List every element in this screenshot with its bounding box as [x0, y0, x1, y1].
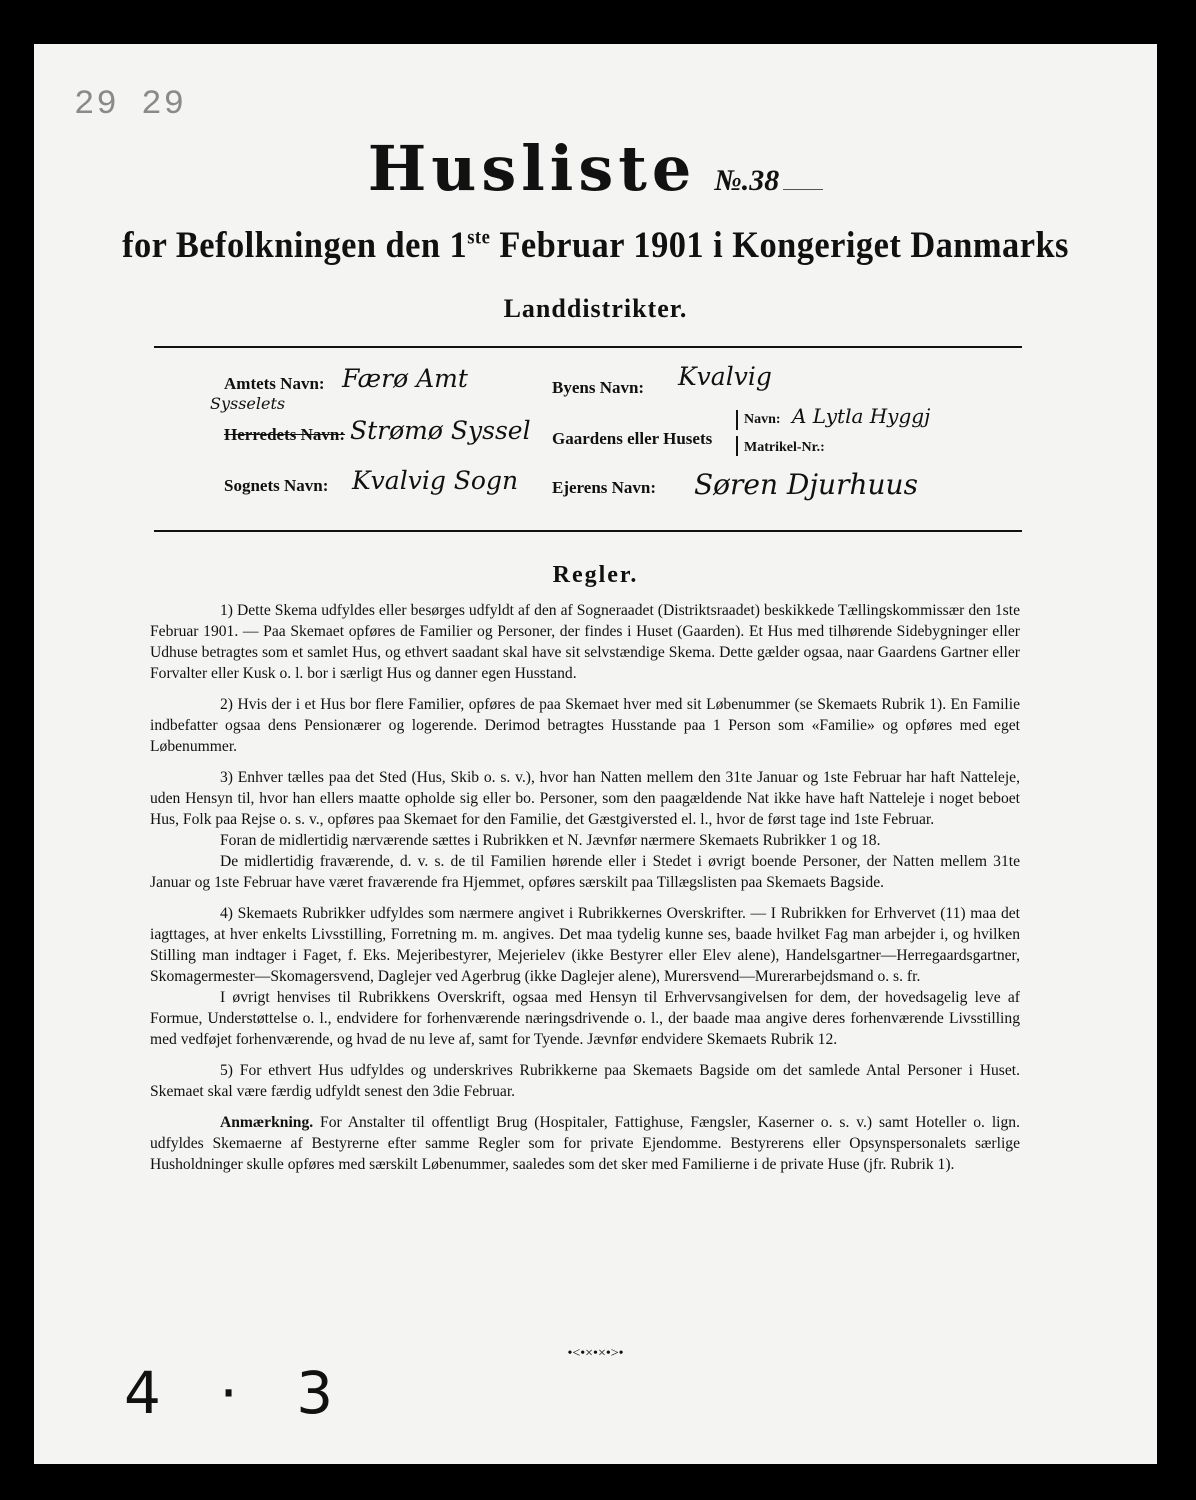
subtitle-post: Februar 1901 i Kongeriget Danmarks	[490, 225, 1069, 266]
handwritten-page-note: 4 · 3	[124, 1359, 354, 1427]
rule-note	[150, 1112, 1020, 1175]
gaard-label: Gaardens eller Husets	[552, 429, 713, 448]
ejer-value: Søren Djurhuus	[694, 468, 918, 501]
by-value: Kvalvig	[678, 362, 772, 391]
rule-2: 2) Hvis der i et Hus bor flere Familier, opføres de paa Skemaet hver med sit Løbenummer (se Skemaets Rubrik 1). En Familie indbefatter ogsaa dens Pensionærer og logerende. Derimod betragtes Husstande paa 1 Person som «Familie» og opføres med eget Løbenummer.	[150, 696, 1020, 755]
rule-3a: 3) Enhver tælles paa det Sted (Hus, Skib o. s. v.), hvor han Natten mellem den 31te Januar og 1ste Februar har haft Natteleje, uden Hensyn til, hvor han ellers maatte opholde sig eller bo. Personer, som den paagældende Nat ikke have haft Natteleje i noget beboet Hus, Folk paa Rejse o. s. v., opføres paa Skemaet for den Familie, det Gæstgiversted el. l., hvor de først tage ind 1ste Februar.	[150, 769, 1020, 828]
matrikel-label: Matrikel-Nr.:	[744, 440, 825, 455]
amt-label: Amtets Navn:	[224, 374, 325, 393]
note-text: For Anstalter til offentligt Brug (Hospitaler, Fattighuse, Fængsler, Kaserner o. s. v.) samt Hoteller o. lign. udfyldes Skemaerne af Bestyrerne efter samme Regler som for private Ejendomme. Bestyrerens eller Opsynspersonalets særlige Husholdninger skulle opføres med særskilt Løbenummer, saaledes som det sker med Familierne i de private Huse (jfr. Rubrik 1).	[150, 1114, 1020, 1173]
sogn-label: Sognets Navn:	[224, 476, 329, 495]
title-row	[34, 132, 1157, 205]
gaard-navn-value: A Lytla Hyggj	[792, 404, 931, 428]
note-label: Anmærkning.	[220, 1114, 314, 1131]
sogn-value: Kvalvig Sogn	[352, 466, 519, 495]
sysselets-note: Sysselets	[210, 394, 286, 413]
rule-5: 5) For ethvert Hus udfyldes og underskrives Rubrikkerne paa Skemaets Bagside om det samlede Antal Personer i Huset. Skemaet skal være færdig udfyldt senest den 3die Februar.	[150, 1062, 1020, 1100]
bottom-rule	[154, 530, 1022, 532]
top-rule	[154, 346, 1022, 348]
amt-value: Færø Amt	[342, 364, 468, 393]
rules-body	[150, 600, 1020, 1185]
by-label: Byens Navn:	[552, 378, 645, 397]
rule-3c: De midlertidig fraværende, d. v. s. de til Familien hørende eller i Stedet i øvrigt boende Personer, der Natten mellem 31te Januar og 1ste Februar have været fraværende fra Hjemmet, opføres særskilt paa Tillægslisten paa Skemaets Bagside.	[150, 853, 1020, 891]
form-title: Husliste	[367, 132, 697, 205]
herred-value: Strømø Syssel	[350, 416, 531, 445]
form-subtitle	[73, 224, 1117, 267]
subtitle-pre: for Befolkningen den 1	[122, 225, 468, 266]
gaard-bracket-top	[736, 410, 738, 430]
rule-4a: 4) Skemaets Rubrikker udfyldes som nærmere angivet i Rubrikkernes Overskrifter. — I Rubrikken for Erhvervet (11) maa det iagttages, at hver enkelts Livsstilling, Forretning m. m. angives. Det maa tydelig kunne ses, baade hvilket Fag man arbejder i, og hvilken Stilling man indtager i Faget, f. Eks. Mejeribestyrer, Mejerielev (ikke Bestyrer eller Elev alene), Handelsgartner—Herregaardsgartner, Skomagermester—Skomagersvend, Daglejer ved Agerbrug (ikke Daglejer alene), Murersvend—Murerarbejdsmand o. s. fr.	[150, 905, 1020, 985]
form-number: №.38	[714, 164, 780, 197]
census-form-page	[34, 44, 1157, 1464]
gaard-navn-label: Navn:	[744, 412, 781, 427]
herred-label: Herredets Navn:	[224, 425, 346, 444]
ejer-label: Ejerens Navn:	[552, 478, 657, 497]
gaard-bracket-bottom	[736, 436, 738, 456]
rule-4b: I øvrigt henvises til Rubrikkens Overskrift, ogsaa med Hensyn til Erhvervsangivelsen for dem, der hovedsagelig leve af Formue, Understøttelse o. l., endvidere for forhenværende næringsdrivende o. l., der baade maa angive deres forhenværende Livsstilling med vedføjet forhenværende, og hvad de nu leve af, samt for Tyende. Jævnfør endvidere Skemaets Rubrik 12.	[150, 989, 1020, 1048]
form-district: Landdistrikter.	[503, 294, 688, 323]
rules-heading: Regler.	[552, 562, 639, 588]
archive-number: 29 29	[74, 86, 187, 124]
rule-3b: Foran de midlertidig nærværende sættes i Rubrikken et N. Jævnfør nærmere Skemaets Rubrikker 1 og 18.	[220, 832, 881, 849]
number-line	[783, 189, 823, 190]
rule-1: 1) Dette Skema udfyldes eller besørges udfyldt af den af Sogneraadet (Distriktsraadet) beskikkede Tællingskommissær den 1ste Februar 1901. — Paa Skemaet opføres de Familier og Personer, der findes i Huset (Gaarden). Et Hus med tilhørende Sidebygninger eller Udhuse betragtes som et samlet Hus, og ethvert saadant skal have sit selvstændige Skema. Dette gælder ogsaa, naar Gaardens Gartner eller Forvalter eller Kusk o. l. bor i særligt Hus og danner egen Husstand.	[150, 602, 1020, 682]
subtitle-sup: ste	[467, 226, 491, 249]
ornament: •<•×•×•>•	[567, 1346, 624, 1361]
